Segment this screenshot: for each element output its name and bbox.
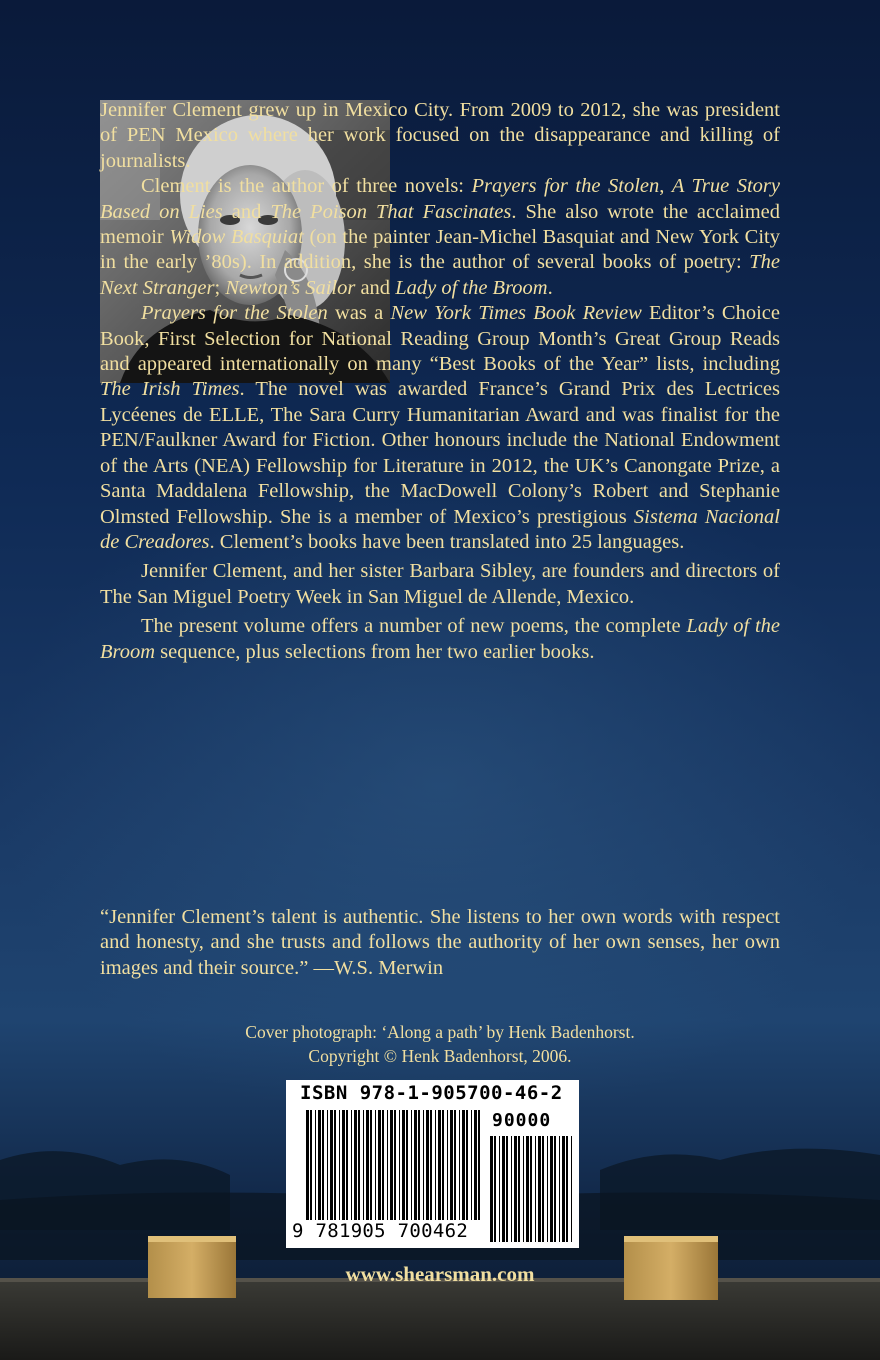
bio-text: . Clement’s books have been translated into 25 languages. xyxy=(209,530,685,553)
barcode-bar xyxy=(346,1110,348,1220)
barcode-bar xyxy=(471,1110,472,1220)
credit-line-1: Cover photograph: ‘Along a path’ by Henk Badenhorst. xyxy=(245,1022,635,1042)
barcode-bar xyxy=(566,1136,568,1242)
bio-text: (on the painter Jean-Michel Basquiat and New York City in the early ’80s). In addition, she is the author of several books of poetry: xyxy=(100,226,780,274)
barcode-bar xyxy=(562,1136,565,1242)
book-title: Lady of the Broom xyxy=(100,615,780,663)
bio-paragraph-2 xyxy=(100,174,780,301)
barcode-bar xyxy=(459,1110,460,1220)
addon-number: 90000 xyxy=(492,1110,552,1131)
barcode-bar xyxy=(378,1110,381,1220)
bio-text: Clement is the author of three novels: xyxy=(141,175,472,198)
barcode-bar xyxy=(375,1110,376,1220)
barcode-bar xyxy=(423,1110,424,1220)
bio-text: . xyxy=(547,276,553,299)
barcode-bar xyxy=(462,1110,465,1220)
book-title: The Next Stranger xyxy=(100,251,780,299)
bio-text: , xyxy=(659,175,672,198)
barcode-bar xyxy=(454,1110,456,1220)
barcode-bar xyxy=(511,1136,512,1242)
barcode-bar xyxy=(547,1136,548,1242)
barcode-bar xyxy=(351,1110,352,1220)
barcode-bar xyxy=(435,1110,436,1220)
cover-credit xyxy=(100,1020,780,1068)
isbn-label: ISBN 978-1-905700-46-2 xyxy=(300,1082,563,1104)
barcode-bar xyxy=(414,1110,417,1220)
barcode-bar xyxy=(550,1136,553,1242)
barcode-bar xyxy=(382,1110,384,1220)
book-title: Prayers for the Stolen xyxy=(141,302,328,325)
bio-text: Editor’s Choice Book, First Selection for National Reading Group Month’s Great Group Reads and appeared internationally on many “Best Books of the Year” lists, including xyxy=(100,302,780,376)
isbn-barcode xyxy=(286,1080,579,1248)
quote-text: “Jennifer Clement’s talent is authentic. She listens to her own words with respect and honesty, and she trusts and follows the authority of her own senses, her own images and their source.” —W.S. Merwin xyxy=(100,906,780,979)
barcode-bar xyxy=(387,1110,388,1220)
bio-text: . She also wrote the acclaimed memoir xyxy=(100,200,781,249)
publisher-website[interactable]: www.shearsman.com xyxy=(345,1262,535,1286)
barcode-bar xyxy=(466,1110,468,1220)
bio-text: The present volume offers a number of new poems, the complete xyxy=(141,615,687,638)
barcode-bar xyxy=(315,1110,316,1220)
barcode-bar xyxy=(499,1136,500,1242)
bio-text: sequence, plus selections from her two earlier books. xyxy=(155,640,595,663)
bio-paragraph-4 xyxy=(100,559,780,610)
barcode-bar xyxy=(418,1110,420,1220)
barcode-bar xyxy=(559,1136,560,1242)
barcode-bar xyxy=(406,1110,408,1220)
barcode-bar xyxy=(399,1110,400,1220)
barcode-bar xyxy=(370,1110,372,1220)
organization-title: Sistema Nacional de Creadores xyxy=(100,505,780,553)
barcode-bar xyxy=(447,1110,448,1220)
barcode-bar xyxy=(390,1110,393,1220)
isbn-digits: 9 781905 700462 xyxy=(292,1220,469,1242)
barcode-bar xyxy=(310,1110,312,1220)
barcode-bar xyxy=(518,1136,520,1242)
barcode-bar xyxy=(490,1136,493,1242)
book-title: Lady of the Broom xyxy=(395,276,548,299)
book-title: Newton’s Sailor xyxy=(225,276,356,299)
barcode-bar xyxy=(306,1110,309,1220)
barcode-bar xyxy=(502,1136,505,1242)
barcode-bar xyxy=(402,1110,405,1220)
barcode-bar xyxy=(494,1136,496,1242)
barcode-bar xyxy=(327,1110,328,1220)
book-title: Prayers for the Stolen xyxy=(471,175,660,198)
barcode-bar xyxy=(330,1110,333,1220)
book-title: The Poison That Fascinates xyxy=(270,200,512,223)
barcode-bar xyxy=(411,1110,412,1220)
barcode-bar xyxy=(526,1136,529,1242)
barcode-bar xyxy=(514,1136,517,1242)
bio-paragraph-3 xyxy=(100,301,780,555)
barcode-bar xyxy=(523,1136,524,1242)
author-bio xyxy=(100,98,780,665)
barcode-bar xyxy=(430,1110,432,1220)
barcode-bar xyxy=(438,1110,441,1220)
barcode-bar xyxy=(474,1110,477,1220)
barcode-bar xyxy=(450,1110,453,1220)
blurb-quote xyxy=(100,905,780,981)
bio-text: and xyxy=(355,276,396,299)
barcode-bar xyxy=(363,1110,364,1220)
barcode-bar xyxy=(535,1136,536,1242)
bio-text: Jennifer Clement grew up in Mexico City. From 2009 to 2012, she was president of PEN Mexico where her work focused on the disappearance and killing of journalists. xyxy=(100,99,780,172)
book-title: A True Story Based on Lies xyxy=(100,175,780,223)
bio-text: ; xyxy=(214,276,226,299)
barcode-bar xyxy=(339,1110,340,1220)
barcode-bar xyxy=(322,1110,324,1220)
barcode-bar xyxy=(442,1110,444,1220)
credit-line-2: Copyright © Henk Badenhorst, 2006. xyxy=(308,1046,572,1066)
barcode-bar xyxy=(358,1110,360,1220)
barcode-bar xyxy=(342,1110,345,1220)
bio-paragraph-5 xyxy=(100,614,780,665)
barcode-bar xyxy=(426,1110,429,1220)
book-title: Widow Basquiat xyxy=(169,226,304,249)
barcode-bar xyxy=(530,1136,532,1242)
barcode-bar xyxy=(538,1136,541,1242)
bio-paragraph-1 xyxy=(100,98,780,174)
barcode-bar xyxy=(478,1110,480,1220)
publication-title: The Irish Times xyxy=(100,378,240,401)
barcode-bar xyxy=(334,1110,336,1220)
barcode-bar xyxy=(554,1136,556,1242)
barcode-bar xyxy=(542,1136,544,1242)
bio-text: was a xyxy=(327,302,391,325)
barcode-bar xyxy=(394,1110,396,1220)
bio-text: . The novel was awarded France’s Grand Prix des Lectrices Lycéenes de ELLE, The Sara Curry Humanitarian Award and was finalist for the PEN/Faulkner Award for Fiction. Other honours include the National Endowment of the Arts (NEA) Fellowship for Literature in 2012, the UK’s Canongate Prize, a Santa Maddalena Fellowship, the MacDowell Colony’s Robert and Stephanie Olmsted Fellowship. She is a member of Mexico’s prestigious xyxy=(100,378,780,528)
bio-text: Jennifer Clement, and her sister Barbara Sibley, are founders and directors of The San Miguel Poetry Week in San Miguel de Allende, Mexico. xyxy=(100,560,780,608)
publication-title: New York Times Book Review xyxy=(390,302,642,325)
barcode-bar xyxy=(354,1110,357,1220)
bio-text: and xyxy=(222,200,271,223)
barcode-bar xyxy=(571,1136,572,1242)
barcode-bar xyxy=(506,1136,508,1242)
barcode-bar xyxy=(366,1110,369,1220)
barcode-bar xyxy=(318,1110,321,1220)
